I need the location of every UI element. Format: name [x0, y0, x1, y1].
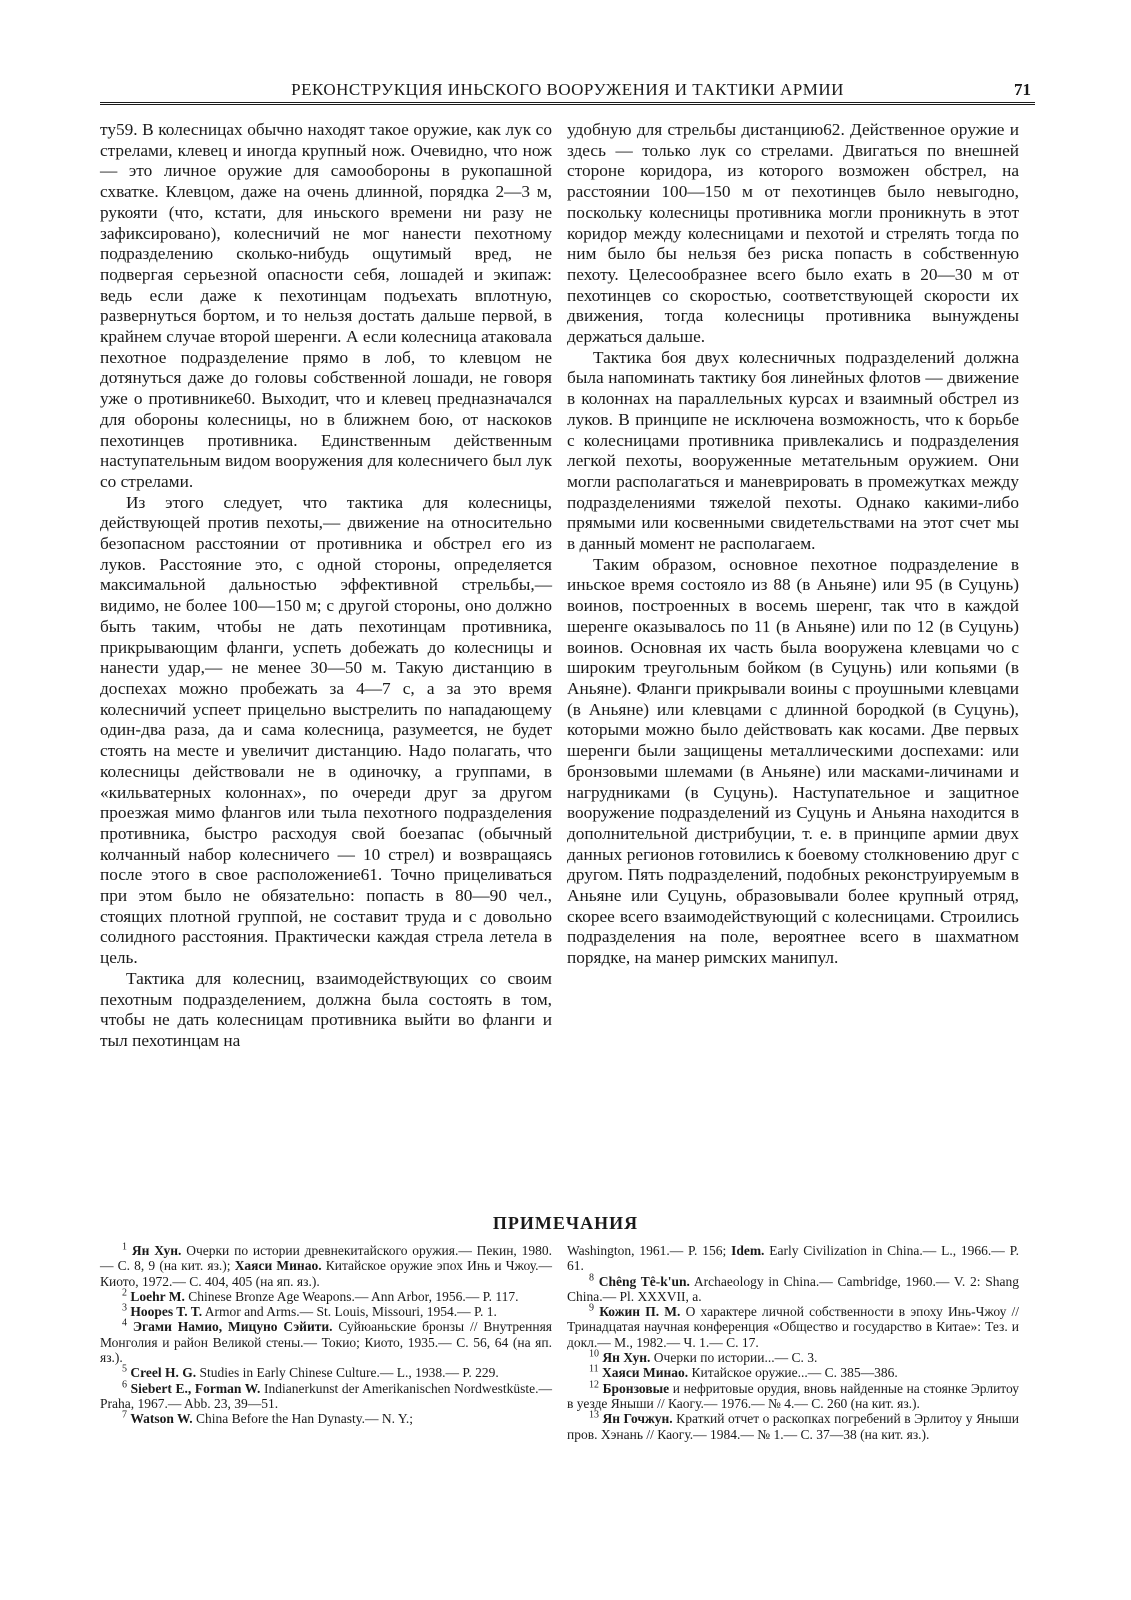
- footnote-text: Очерки по истории...— С. 3.: [650, 1350, 818, 1366]
- footnote-number: 10: [589, 1348, 599, 1360]
- footnote-text: China Before the Han Dynasty.— N. Y.;: [192, 1411, 413, 1427]
- footnote-number: 9: [589, 1302, 594, 1314]
- footnote-author: Хаяси Минао.: [234, 1258, 322, 1274]
- footnote-author: Ян Гочжун.: [602, 1411, 673, 1427]
- body-column-right: [567, 120, 1019, 969]
- footnote: [567, 1350, 1019, 1365]
- footnote: [100, 1381, 552, 1412]
- page-number: 71: [1014, 80, 1031, 99]
- footnote-author: Кожин П. М.: [599, 1304, 681, 1320]
- footnote-text: Archaeology in China.— Cambridge, 1960.— V. 2: Shang China.— Pl. XXXVII, a.: [567, 1273, 1020, 1304]
- footnote-author: Hoopes T. T.: [130, 1304, 203, 1320]
- footnote-number: 11: [589, 1363, 599, 1375]
- notes-heading: ПРИМЕЧАНИЯ: [492, 1213, 639, 1233]
- footnote-author: Chêng Tê-k'un.: [598, 1273, 690, 1289]
- paragraph: Тактика для колесниц, взаимодействующих со своим пехотным подразделением, должна была состоять в том, чтобы не дать колесницам противника выйти во фланги и тыл пехотинцам на: [100, 968, 552, 1050]
- footnote-number: 7: [122, 1409, 127, 1421]
- footnote-author: Idem.: [731, 1243, 765, 1258]
- footnote-text: Studies in Early Chinese Culture.— L., 1938.— P. 229.: [196, 1365, 499, 1381]
- footnote-number: 5: [122, 1363, 127, 1375]
- footnote-number: 8: [589, 1272, 594, 1284]
- footnote: [100, 1289, 552, 1304]
- footnote-text: Краткий отчет о раскопках погребений в Эрлитоу у Яныши пров. Хэнань // Каогу.— 1984.— № 1.— С. 37—38 (на кит. яз.).: [567, 1411, 1019, 1442]
- footnote-number: 3: [122, 1302, 127, 1314]
- paragraph: Таким образом, основное пехотное подразделение в иньское время состояло из 88 (в Аньяне) или 95 (в Суцунь) воинов, построенных в восемь шеренг, так что в каждой шеренге оказывалось по 11 (в Аньяне) или по 12 (в Суцунь) воинов. Основная их часть была вооружена клевцами чо с широким треугольным бойком (в Суцунь) или копьями (в Аньяне). Фланги прикрывали воины с проушными клевцами (в Аньяне) или клевцами с длинной бородкой (в Суцунь), которыми можно было действовать как косами. Две первых шеренги были защищены металлическими доспехами: или бронзовыми шлемами (в Аньяне) или масками-личинами и нагрудниками (в Суцунь). Наступательное и защитное вооружение подразделений из Суцунь и Аньяна находится в дополнительной дистрибуции, т. е. в принципе армии двух данных регионов готовились к боевому столкновению друг с другом. Пять подразделений, подобных реконструируемым в Аньяне или Суцунь, образовывали более крупный отряд, скорее всего взаимодействующий с колесницами. Строились подразделения на поле, вероятнее всего в шахматном порядке, на манер римских манипул.: [567, 554, 1019, 968]
- footnote-text: Суйюаньские бронзы // Внутренняя Монголия и район Великой стены.— Токио; Киото, 1935.— С. 56, 64 (на яп. яз.).: [100, 1319, 553, 1366]
- paragraph: удобную для стрельбы дистанцию62. Действенное оружие и здесь — только лук со стрелами. Двигаться по внешней стороне коридора, из которого возможен обстрел, на расстоянии 100—150 м от пехотинцев было невыгодно, поскольку колесницы противника могли проникнуть в этот коридор между колесницами и пехотой и стрелять тогда по ним было бы нельзя без риска попасть в собственную пехоту. Целесообразнее всего было ехать в 20—30 м от пехотинцев со скоростью, соответствующей скорости их движения, тогда колесницы противника вынуждены держаться дальше.: [567, 120, 1019, 347]
- footnote-number: 2: [122, 1287, 127, 1299]
- footnote-text: Китайское оружие эпох Инь и Чжоу.— Киото, 1972.— С. 404, 405 (на яп. яз.).: [100, 1258, 552, 1289]
- footnote-author: Бронзовые: [602, 1380, 670, 1396]
- footnote-number: 1: [122, 1241, 127, 1253]
- footnote-number: 12: [589, 1379, 599, 1391]
- paragraph: Из этого следует, что тактика для колесницы, действующей против пехоты,— движение на относительно безопасном расстоянии от противника и обстрел его из луков. Расстояние это, с одной стороны, определяется максимальной дальностью эффективной стрельбы,— видимо, не более 100—150 м; с другой стороны, оно должно быть таким, чтобы не дать пехотинцам противника, прикрывающим фланги, успеть добежать до колесницы и нанести удар,— не менее 30—50 м. Такую дистанцию в доспехах можно пробежать за 4—7 с, а за это время колесничий успеет прицельно выстрелить по нападающему один-два раза, да и сама колесница, разумеется, не будет стоять на месте и увеличит дистанцию. Надо полагать, что колесницы действовали не в одиночку, а группами, в «кильватерных колоннах», по очереди друг за другом проезжая мимо флангов или тыла пехотного подразделения противника, быстро расходуя свой боезапас (обычный колчанный набор колесничего — 10 стрел) и возвращаясь после этого в свое расположение61. Точно прицеливаться при этом было не обязательно: попасть в 80—90 чел., стоящих плотной группой, не составит труда и с довольно солидного расстояния. Практически каждая стрела летела в цель.: [100, 492, 552, 968]
- footnote-text: и нефритовые орудия, вновь найденные на стоянке Эрлитоу в уезде Яныши // Каогу.— 1976.— № 4.— С. 260 (на кит. яз.).: [567, 1380, 1020, 1411]
- body-column-left: [100, 120, 552, 1052]
- footnote: [100, 1411, 552, 1426]
- footnote-author: Watson W.: [130, 1411, 193, 1427]
- footnote-number: 13: [589, 1409, 599, 1421]
- paragraph: Тактика боя двух колесничных подразделений должна была напоминать тактику боя линейных флотов — движение в колоннах на параллельных курсах и взаимный обстрел из луков. В принципе не исключена возможность, что к борьбе с колесницами противника привлекались и подразделения легкой пехоты, вооруженные метательным оружием. Они могли располагаться и маневрировать в промежутках между подразделениями тяжелой пехоты. Однако какими-либо прямыми или косвенными свидетельствами на этот счет мы в данный момент не располагаем.: [567, 347, 1019, 554]
- footnote-text: Китайское оружие...— С. 385—386.: [688, 1365, 898, 1381]
- footnote: [100, 1319, 552, 1365]
- footnote-number: 6: [122, 1379, 127, 1391]
- footnote: [567, 1304, 1019, 1350]
- footnote-text: Early Civilization in China.— L., 1966.— P. 61.: [567, 1243, 1020, 1274]
- footnote-number: 4: [122, 1317, 127, 1329]
- running-header: [100, 80, 1035, 105]
- footnote: [567, 1274, 1019, 1305]
- footnote: [567, 1365, 1019, 1380]
- paragraph: ту59. В колесницах обычно находят такое оружие, как лук со стрелами, клевец и иногда крупный нож. Очевидно, что нож — это личное оружие для самообороны в рукопашной схватке. Клевцом, даже на очень длинной, порядка 2—3 м, рукояти (что, кстати, для иньского времени ни разу не зафиксировано), колесничий не мог нанести пехотному подразделению сколько-нибудь ощутимый вред, не подвергая серьезной опасности себя, лошадей и экипаж: ведь если даже к пехотинцам подъехать вплотную, развернуться бортом, и то нельзя достать дальше первой, в крайнем случае второй шеренги. А если колесница атаковала пехотное подразделение прямо в лоб, то клевцом не дотянуться даже до головы собственной лошади, не говоря уже о противнике60. Выходит, что и клевец предназначался для обороны колесницы, но в ближнем бою, от наскоков пехотинцев противника. Единственным действенным наступательным видом вооружения для колесничего был лук со стрелами.: [100, 120, 552, 491]
- footnote-text: Armor and Arms.— St. Louis, Missouri, 1954.— P. 1.: [202, 1304, 497, 1320]
- footnote: [567, 1381, 1019, 1412]
- footnote-author: Ян Хун.: [131, 1243, 182, 1258]
- footnote-text: О характере личной собственности в эпоху Инь-Чжоу // Тринадцатая научная конференция «Общество и государство в Китае»: Тез. и докл.— М., 1982.— Ч. 1.— С. 17.: [567, 1304, 1019, 1350]
- footnote-text: Indianerkunst der Amerikanischen Nordwestküste.— Praha, 1967.— Abb. 23, 39—51.: [100, 1380, 552, 1411]
- footnote-author: Siebert E., Forman W.: [130, 1380, 261, 1396]
- footnote: [100, 1304, 552, 1319]
- footnote: [100, 1243, 552, 1289]
- footnote-text: Очерки по истории древнекитайского оружия.— Пекин, 1980.— С. 8, 9 (на кит. яз.);: [100, 1243, 553, 1274]
- footnote-author: Эгами Намио, Мицуно Сэйити.: [132, 1319, 333, 1335]
- notes-column-right: [567, 1243, 1019, 1442]
- footnote-text: Chinese Bronze Age Weapons.— Ann Arbor, 1956.— P. 117.: [184, 1288, 519, 1304]
- footnote: [567, 1411, 1019, 1442]
- footnote-continuation: [567, 1243, 1019, 1274]
- footnote-author: Хаяси Минао.: [602, 1365, 689, 1381]
- notes-column-left: [100, 1243, 552, 1427]
- footnote-author: Ян Хун.: [602, 1350, 651, 1366]
- footnote: [100, 1365, 552, 1380]
- footnote-author: Loehr M.: [130, 1288, 185, 1304]
- running-title: РЕКОНСТРУКЦИЯ ИНЬСКОГО ВООРУЖЕНИЯ И ТАКТИКИ АРМИИ: [291, 80, 844, 99]
- footnote-author: Creel H. G.: [130, 1365, 197, 1381]
- footnote-text: Washington, 1961.— P. 156;: [567, 1243, 732, 1258]
